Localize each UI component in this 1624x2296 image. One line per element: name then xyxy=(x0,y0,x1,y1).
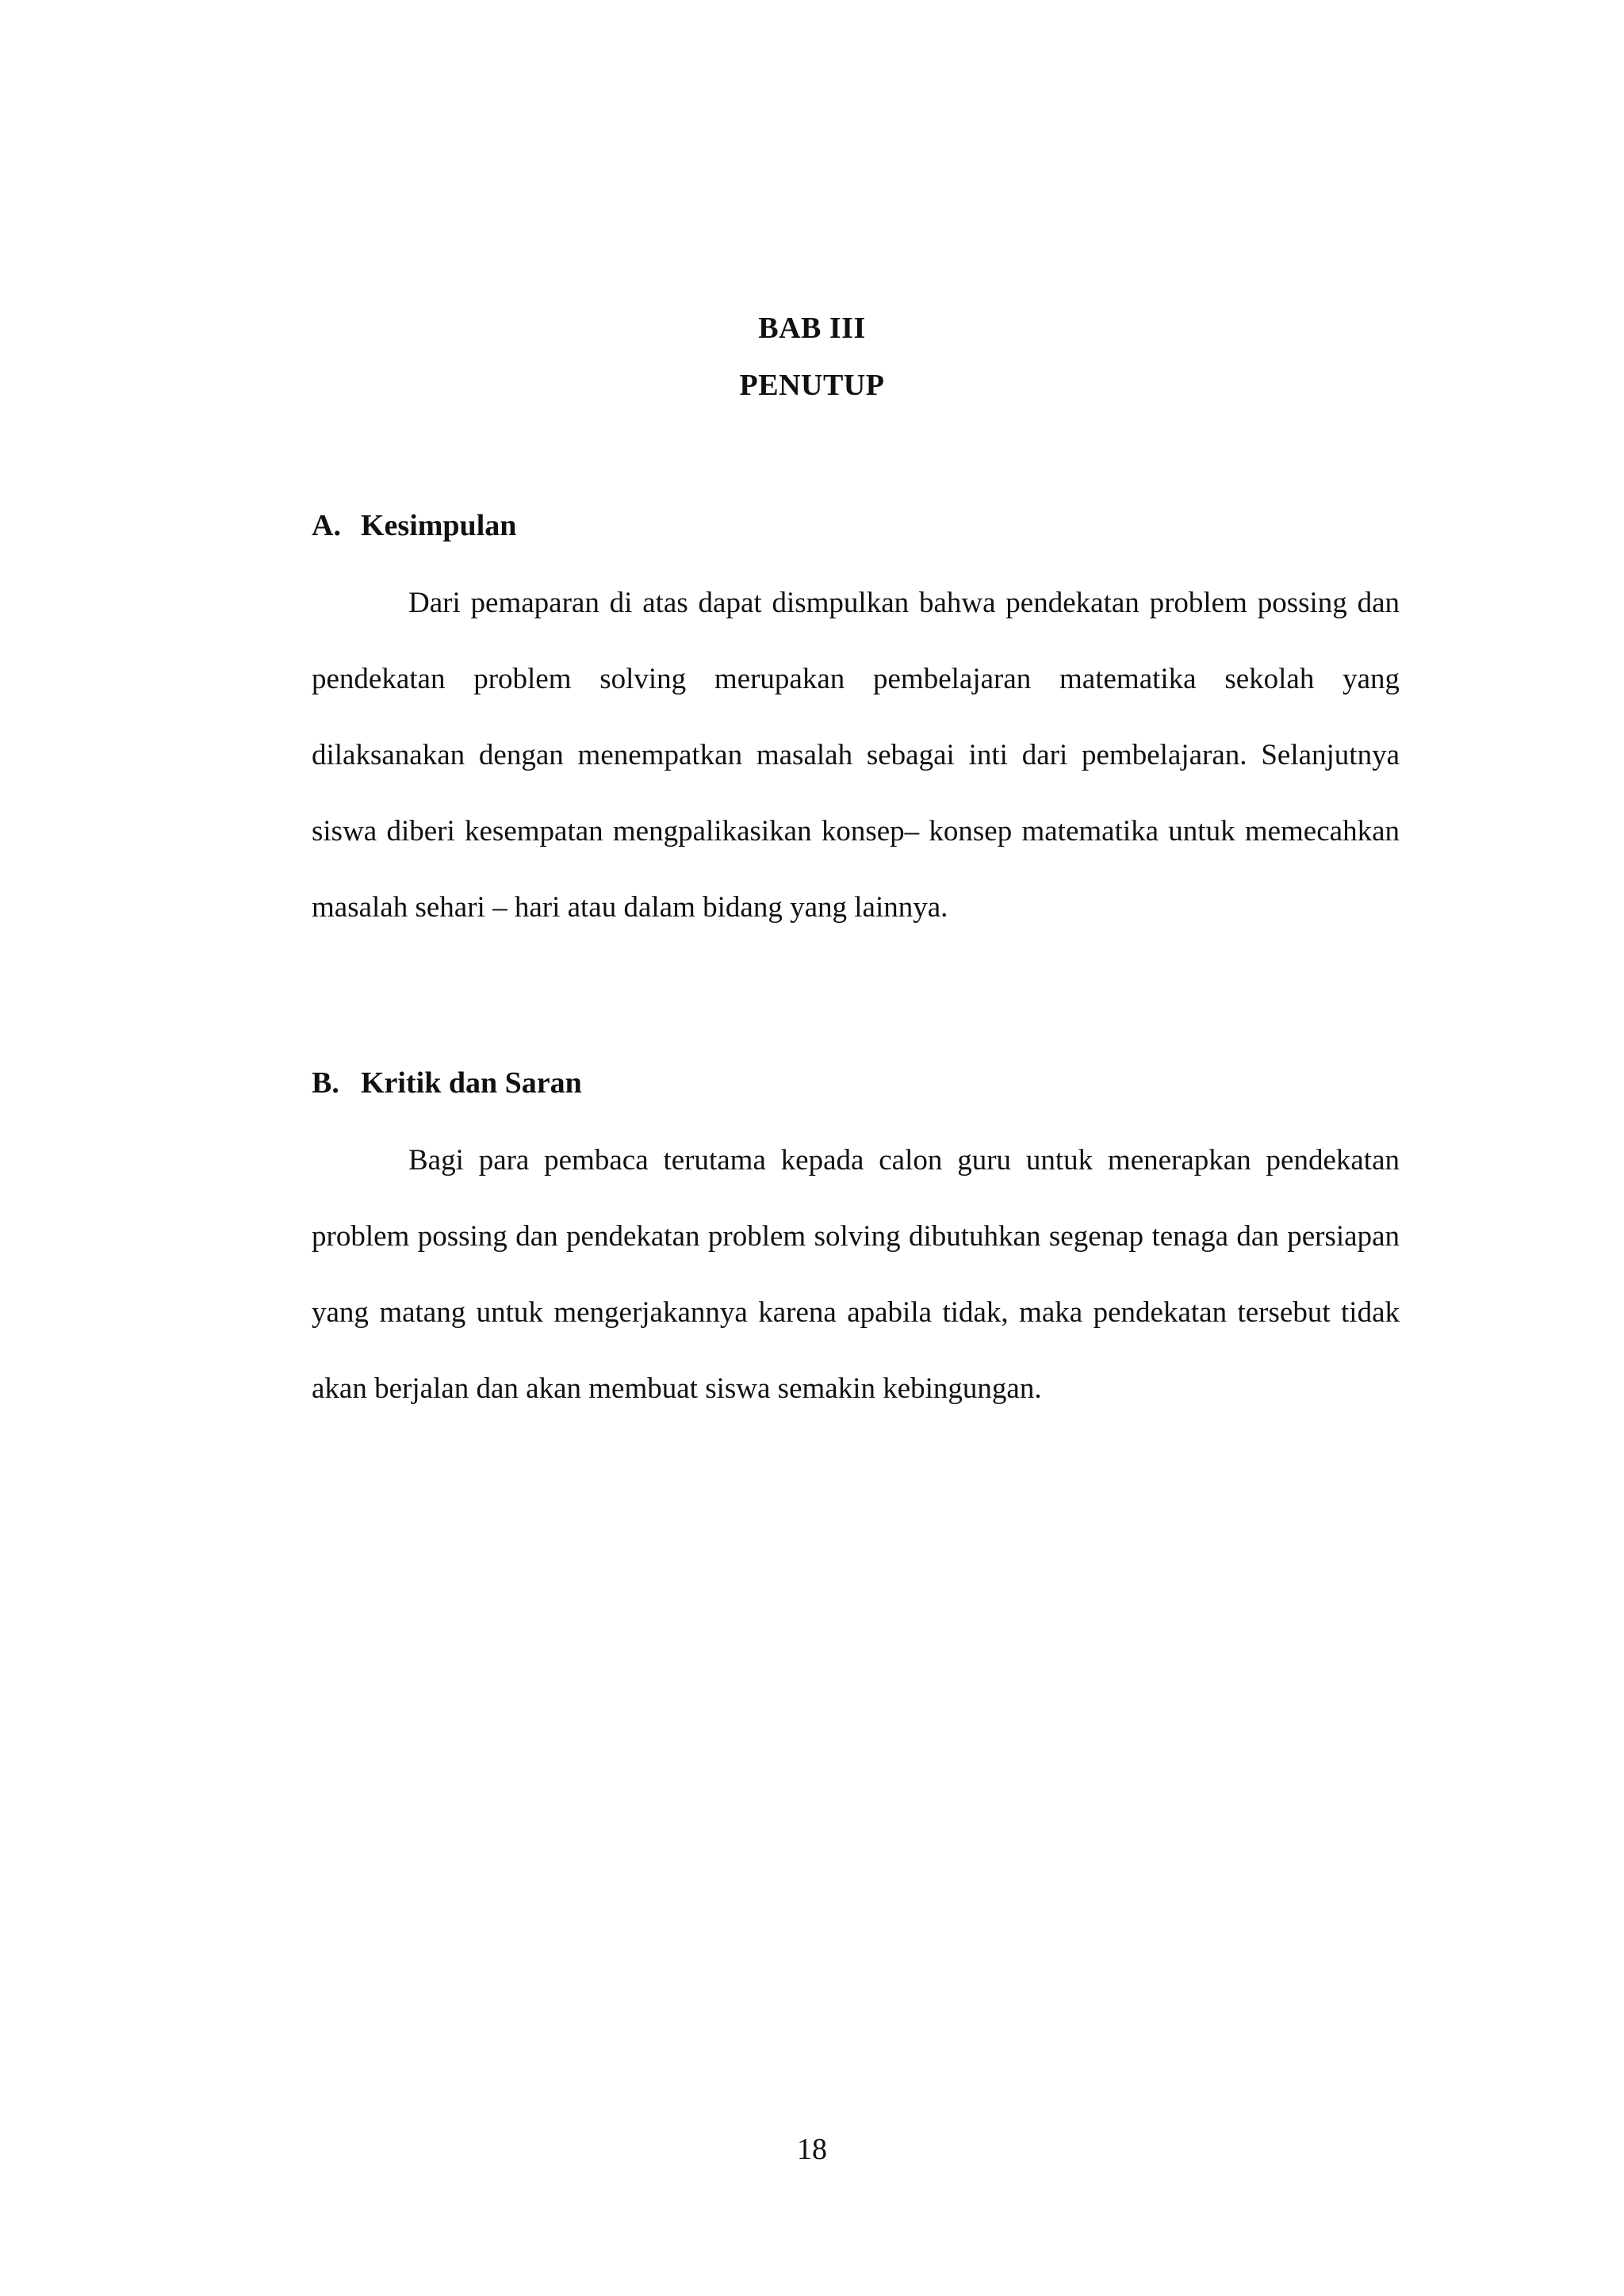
chapter-heading xyxy=(0,300,1624,414)
chapter-number: BAB III xyxy=(758,312,866,345)
paragraph-kesimpulan: Dari pemaparan di atas dapat dismpulkan bahwa pendekatan problem possing dan pendekatan problem solving merupakan pembelajaran matematika sekolah yang dilaksanakan dengan menempatkan masalah sebagai inti dari pembelajaran. Selanjutnya siswa diberi kesempatan mengpalikasikan konsep– konsep matematika untuk memecahkan masalah sehari – hari atau dalam bidang yang lainnya. xyxy=(312,587,1400,924)
chapter-title: PENUTUP xyxy=(739,369,885,402)
section-marker: A. xyxy=(312,509,341,542)
section-marker: B. xyxy=(312,1066,339,1100)
section-heading-kritik-saran xyxy=(312,1059,1400,1107)
section-title: Kesimpulan xyxy=(361,509,517,542)
section-heading-kesimpulan xyxy=(312,502,1400,549)
page-number: 18 xyxy=(797,2133,827,2166)
paragraph-kritik-saran: Bagi para pembaca terutama kepada calon guru untuk menerapkan pendekatan problem possing dan pendekatan problem solving dibutuhkan segenap tenaga dan persiapan yang matang untuk mengerjakannya karena apabila tidak, maka pendekatan tersebut tidak akan berjalan dan akan membuat siswa semakin kebingungan. xyxy=(312,1144,1400,1405)
section-title: Kritik dan Saran xyxy=(361,1066,582,1100)
